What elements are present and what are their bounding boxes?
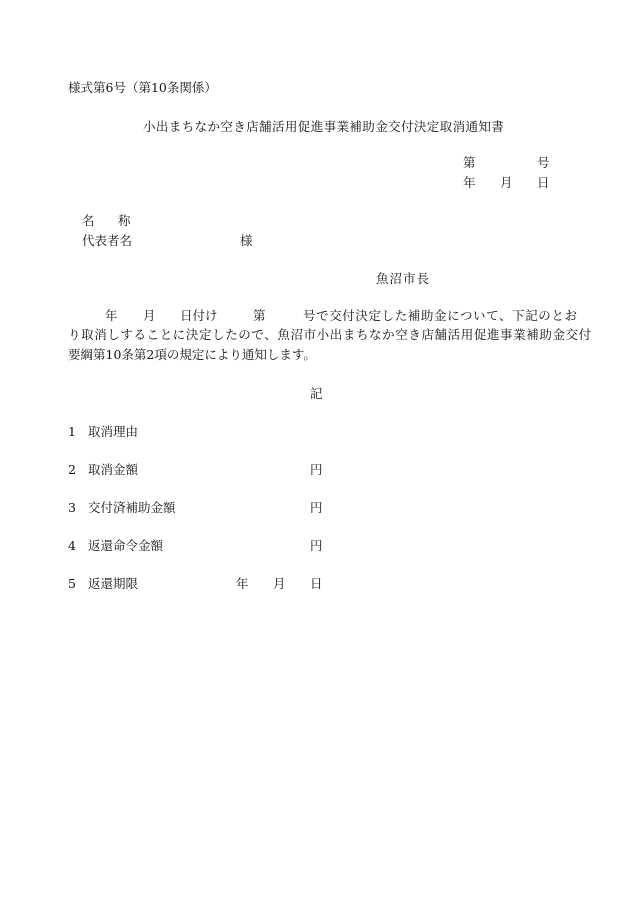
item-num: 4 — [68, 538, 76, 553]
item-label: 返還命令金額 — [88, 538, 164, 553]
item-unit: 円 — [310, 462, 323, 477]
deadline-month: 月 — [273, 576, 286, 591]
item-label: 取消金額 — [88, 462, 139, 477]
honorific: 様 — [240, 233, 253, 248]
deadline-day: 日 — [310, 576, 323, 591]
doc-number-prefix: 第 — [463, 155, 476, 170]
item-num: 2 — [68, 462, 76, 477]
form-label: 様式第6号（第10条関係） — [68, 80, 217, 95]
item-label: 返還期限 — [88, 576, 139, 591]
item-num: 1 — [68, 424, 76, 439]
doc-number-suffix: 号 — [537, 155, 550, 170]
representative-label: 代表者名 — [82, 233, 133, 248]
body-day: 日付け — [180, 308, 218, 323]
sender: 魚沼市長 — [376, 271, 431, 286]
ki-heading: 記 — [310, 386, 323, 401]
name-label-2: 称 — [118, 213, 131, 228]
body-line-2: り取消しすることに決定したので、魚沼市小出まちなか空き店舗活用促進事業補助金交付 — [68, 327, 592, 342]
item-label: 取消理由 — [88, 424, 139, 439]
document-title: 小出まちなか空き店舗活用促進事業補助金交付決定取消通知書 — [143, 119, 505, 134]
date-year: 年 — [463, 175, 476, 190]
item-unit: 円 — [310, 538, 323, 553]
body-no: 第 — [253, 308, 266, 323]
item-num: 5 — [68, 576, 76, 591]
item-label: 交付済補助金額 — [88, 500, 176, 515]
date-day: 日 — [537, 175, 550, 190]
item-num: 3 — [68, 500, 76, 515]
item-unit: 円 — [310, 500, 323, 515]
deadline-year: 年 — [236, 576, 249, 591]
body-month: 月 — [143, 308, 156, 323]
body-line-3: 要綱第10条第2項の規定により通知します。 — [68, 347, 316, 362]
body-year: 年 — [105, 308, 118, 323]
date-month: 月 — [500, 175, 513, 190]
body-line-1: 号で交付決定した補助金について、下記のとお — [303, 308, 578, 323]
name-label-1: 名 — [82, 213, 95, 228]
